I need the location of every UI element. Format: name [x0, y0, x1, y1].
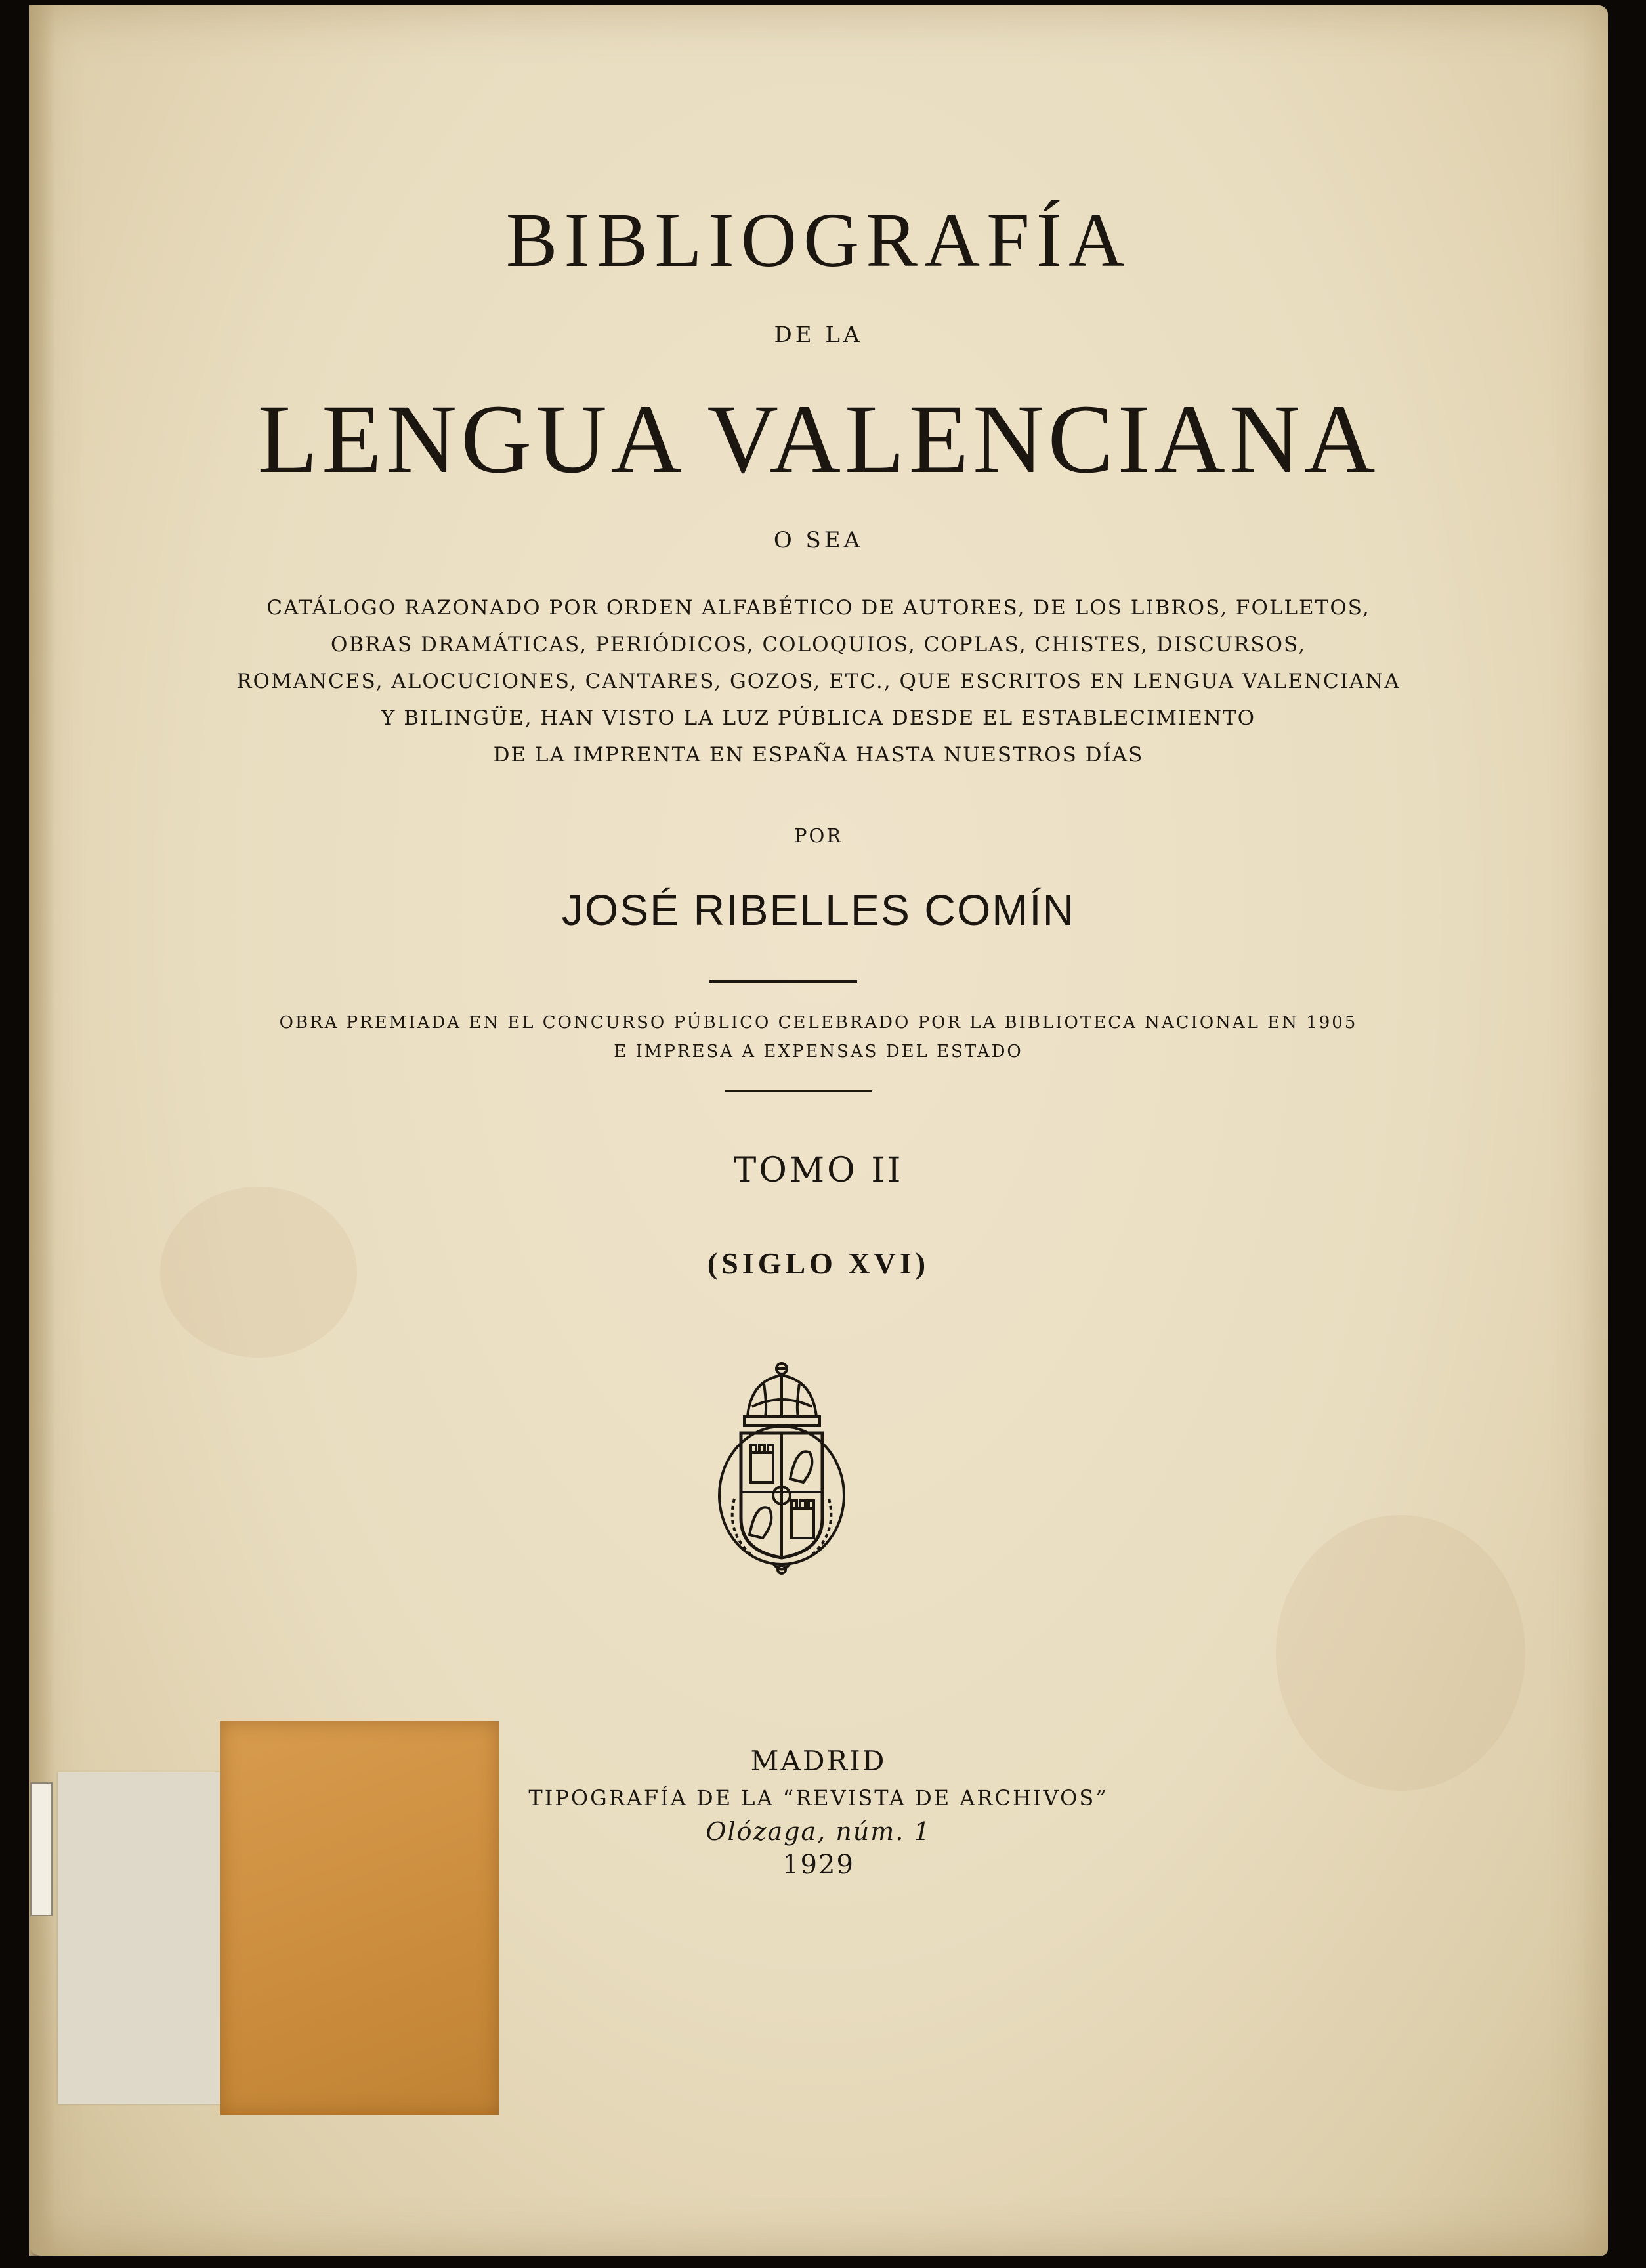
- royal-coat-of-arms-icon: [711, 1361, 853, 1577]
- title-connector: O SEA: [773, 527, 864, 553]
- imprint-city: MADRID: [750, 1745, 887, 1777]
- title-main: LENGUA VALENCIANA: [257, 385, 1380, 494]
- title-line-1: BIBLIOGRAFÍA: [505, 197, 1131, 283]
- award-line: E IMPRESA A EXPENSAS DEL ESTADO: [614, 1042, 1023, 1061]
- description-line: OBRAS DRAMÁTICAS, PERIÓDICOS, COLOQUIOS, COPLAS, CHISTES, DISCURSOS,: [331, 633, 1306, 656]
- author-name: JOSÉ RIBELLES COMÍN: [561, 886, 1076, 934]
- award-line: OBRA PREMIADA EN EL CONCURSO PÚBLICO CELEBRADO POR LA BIBLIOTECA NACIONAL EN 1905: [279, 1013, 1358, 1033]
- volume-number: TOMO II: [733, 1151, 904, 1190]
- century-label: (SIGLO XVI): [707, 1247, 930, 1280]
- imprint-year: 1929: [782, 1850, 855, 1880]
- by-label: POR: [793, 824, 843, 847]
- imprint-address: Olózaga, núm. 1: [706, 1817, 931, 1846]
- library-label-strip: [30, 1782, 53, 1916]
- description-block: [29, 589, 1608, 773]
- description-line: CATÁLOGO RAZONADO POR ORDEN ALFABÉTICO DE AUTORES, DE LOS LIBROS, FOLLETOS,: [266, 596, 1370, 620]
- award-block: [29, 1008, 1608, 1066]
- description-line: DE LA IMPRENTA EN ESPAÑA HASTA NUESTROS DÍAS: [493, 743, 1144, 767]
- divider-rule: [709, 980, 857, 983]
- imprint-printer: TIPOGRAFÍA DE LA “REVISTA DE ARCHIVOS”: [528, 1786, 1108, 1810]
- divider-rule: [725, 1090, 872, 1092]
- description-line: Y BILINGÜE, HAN VISTO LA LUZ PÚBLICA DESDE EL ESTABLECIMIENTO: [381, 706, 1256, 730]
- adhesive-tape: [220, 1721, 499, 2115]
- title-line-2: DE LA: [774, 322, 863, 348]
- description-line: ROMANCES, ALOCUCIONES, CANTARES, GOZOS, ETC., QUE ESCRITOS EN LENGUA VALENCIANA: [236, 670, 1401, 693]
